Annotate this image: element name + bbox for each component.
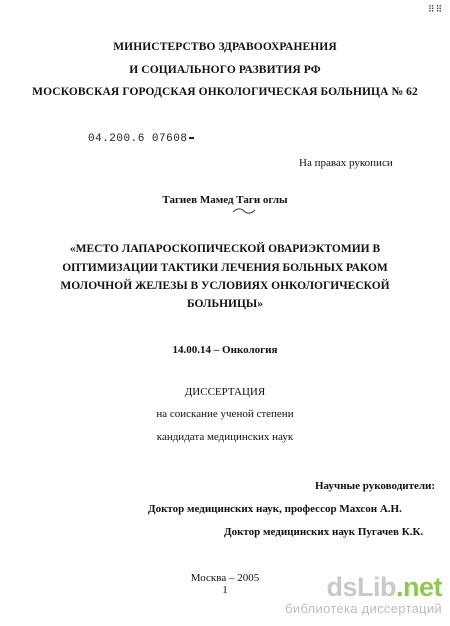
rights-note: На правах рукописи <box>299 157 393 169</box>
watermark-brand-main: dsLib <box>326 572 396 602</box>
supervisor-1: Доктор медицинских наук, профессор Махсон А.Н. <box>148 503 402 515</box>
document-type: ДИССЕРТАЦИЯ <box>184 386 266 398</box>
handwritten-mark <box>232 207 256 215</box>
ministry-line-2: И СОЦИАЛЬНОГО РАЗВИТИЯ РФ <box>129 64 321 76</box>
title-line-1: «МЕСТО ЛАПАРОСКОПИЧЕСКОЙ ОВАРИЭКТОМИИ В <box>69 243 381 255</box>
title-line-2: ОПТИМИЗАЦИИ ТАКТИКИ ЛЕЧЕНИЯ БОЛЬНЫХ РАКОМ <box>62 262 388 274</box>
archive-stamp <box>88 133 194 145</box>
supervisor-2: Доктор медицинских наук Пугачев К.К. <box>224 526 424 538</box>
supervisors-heading: Научные руководители: <box>315 480 436 492</box>
hospital-line: МОСКОВСКАЯ ГОРОДСКАЯ ОНКОЛОГИЧЕСКАЯ БОЛЬНИЦА № 62 <box>32 86 418 98</box>
title-line-3: МОЛОЧНОЙ ЖЕЛЕЗЫ В УСЛОВИЯХ ОНКОЛОГИЧЕСКОЙ <box>60 280 390 292</box>
watermark-brand <box>285 574 442 600</box>
watermark-subtitle: библиотека диссертаций <box>285 601 442 616</box>
watermark-brand-tld: .net <box>395 572 442 602</box>
corner-mark: ⠿⠿ <box>428 4 444 14</box>
degree-line-2: кандидата медицинских наук <box>156 431 294 443</box>
dslib-watermark <box>285 574 442 616</box>
title-line-4: БОЛЬНИЦЫ» <box>187 298 263 310</box>
page-number: 1 <box>222 584 228 596</box>
author-name: Тагиев Мамед Таги оглы <box>162 194 288 206</box>
stamp-dash <box>189 137 194 139</box>
specialty-code: 14.00.14 – Онкология <box>172 344 278 356</box>
ministry-line-1: МИНИСТЕРСТВО ЗДРАВООХРАНЕНИЯ <box>113 41 337 53</box>
place-year: Москва – 2005 <box>190 572 260 584</box>
stamp-code: 04.200.6 07608 <box>88 133 188 145</box>
degree-line-1: на соискание ученой степени <box>156 408 294 420</box>
